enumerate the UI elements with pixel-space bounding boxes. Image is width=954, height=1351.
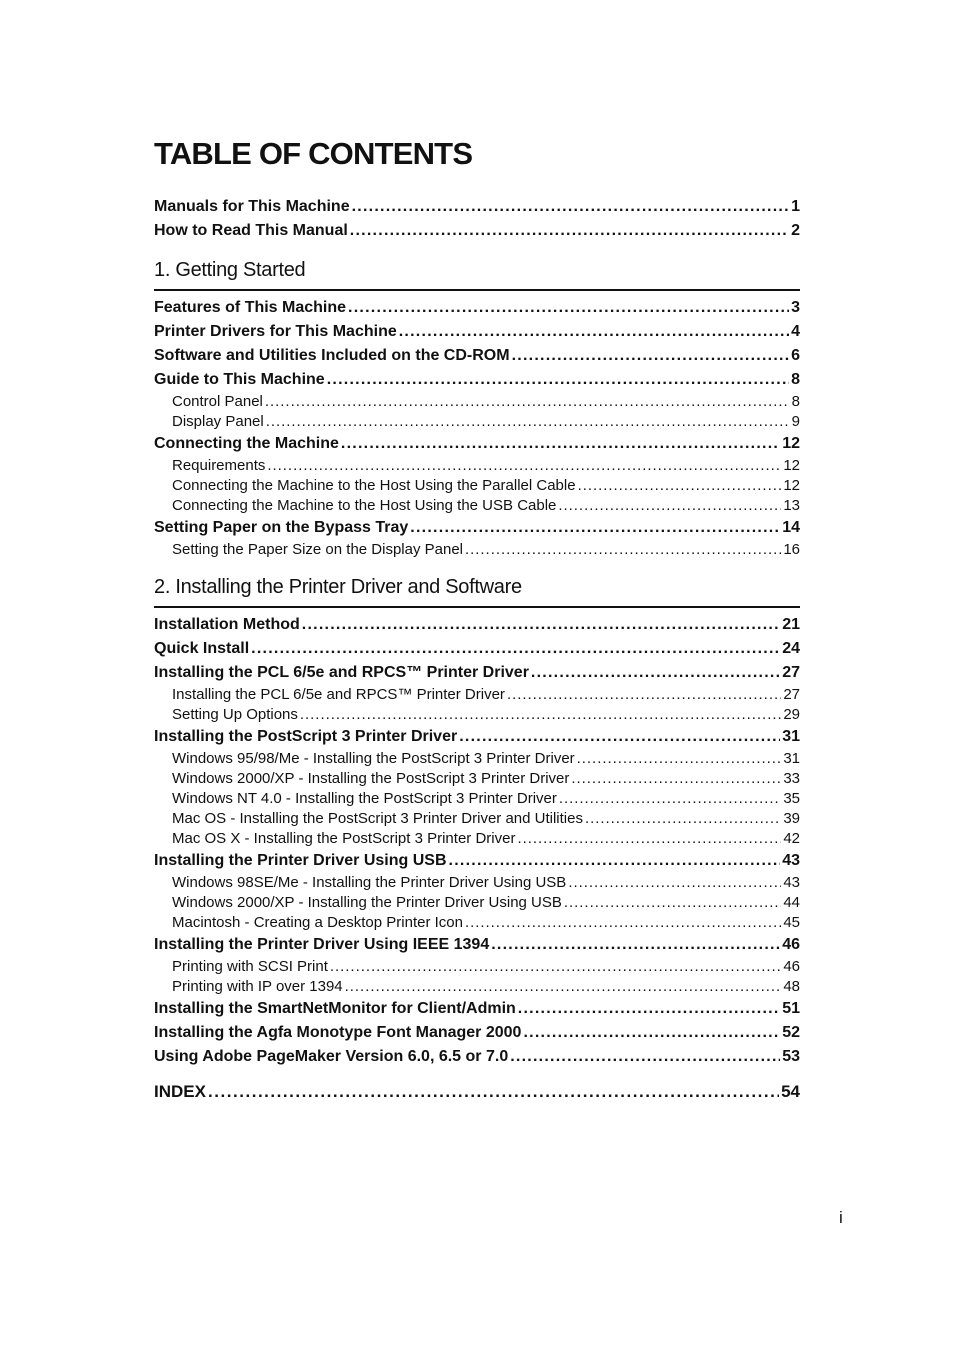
chapter-2-list bbox=[154, 613, 800, 1069]
toc-entry-text: Windows 2000/XP - Installing the PostScript 3 Printer Driver bbox=[172, 770, 570, 787]
toc-entry[interactable] bbox=[154, 637, 800, 661]
toc-entry-text: Requirements bbox=[172, 457, 266, 474]
toc-entry-text: Mac OS X - Installing the PostScript 3 Printer Driver bbox=[172, 830, 516, 847]
leader-dots bbox=[510, 1045, 780, 1069]
toc-entry-page: 54 bbox=[781, 1082, 800, 1101]
toc-entry-text: Connecting the Machine to the Host Using the Parallel Cable bbox=[172, 477, 576, 494]
toc-entry[interactable] bbox=[154, 296, 800, 320]
toc-entry-text: Connecting the Machine to the Host Using the USB Cable bbox=[172, 497, 557, 514]
toc-entry-page: 21 bbox=[782, 616, 800, 633]
leader-dots bbox=[348, 296, 789, 320]
toc-entry-page: 29 bbox=[783, 706, 800, 723]
leader-dots bbox=[352, 195, 790, 219]
toc-entry[interactable] bbox=[154, 516, 800, 540]
toc-entry-page: 12 bbox=[783, 477, 800, 494]
toc-entry-text: Printing with SCSI Print bbox=[172, 958, 328, 975]
toc-subentry[interactable] bbox=[154, 789, 800, 809]
leader-dots bbox=[517, 829, 781, 849]
toc-entry-text: Windows 2000/XP - Installing the Printer Driver Using USB bbox=[172, 894, 562, 911]
toc-entry-text: Setting Paper on the Bypass Tray bbox=[154, 519, 409, 536]
leader-dots bbox=[465, 540, 781, 560]
toc-entry-text: Using Adobe PageMaker Version 6.0, 6.5 or 7.0 bbox=[154, 1048, 509, 1065]
leader-dots bbox=[300, 705, 781, 725]
toc-entry-text: Printer Drivers for This Machine bbox=[154, 323, 397, 340]
toc-entry[interactable] bbox=[154, 613, 800, 637]
toc-entry-page: 27 bbox=[783, 686, 800, 703]
toc-entry-page: 52 bbox=[782, 1024, 800, 1041]
toc-subentry[interactable] bbox=[154, 977, 800, 997]
page-title: TABLE OF CONTENTS bbox=[154, 136, 473, 171]
leader-dots bbox=[512, 344, 790, 368]
front-matter-list bbox=[154, 195, 800, 243]
toc-entry-page: 48 bbox=[783, 978, 800, 995]
toc-subentry[interactable] bbox=[154, 829, 800, 849]
toc-entry-text: Windows 95/98/Me - Installing the PostScript 3 Printer Driver bbox=[172, 750, 575, 767]
toc-entry-text: Windows NT 4.0 - Installing the PostScript 3 Printer Driver bbox=[172, 790, 557, 807]
toc-entry-page: 31 bbox=[782, 728, 800, 745]
toc-entry[interactable] bbox=[154, 432, 800, 456]
toc-entry-page: 53 bbox=[782, 1048, 800, 1065]
toc-entry-text: Windows 98SE/Me - Installing the Printer Driver Using USB bbox=[172, 874, 567, 891]
leader-dots bbox=[585, 809, 781, 829]
leader-dots bbox=[459, 725, 780, 749]
toc-entry-page: 16 bbox=[783, 541, 800, 558]
toc-entry[interactable] bbox=[154, 849, 800, 873]
toc-entry-page: 46 bbox=[783, 958, 800, 975]
index-entry[interactable] bbox=[154, 1079, 800, 1105]
toc-entry[interactable] bbox=[154, 368, 800, 392]
toc-entry[interactable] bbox=[154, 997, 800, 1021]
toc-entry-text: Quick Install bbox=[154, 640, 250, 657]
toc-entry-text: Setting the Paper Size on the Display Panel bbox=[172, 541, 464, 558]
leader-dots bbox=[578, 476, 782, 496]
leader-dots bbox=[350, 219, 789, 243]
toc-entry-text: Manuals for This Machine bbox=[154, 198, 350, 215]
toc-subentry[interactable] bbox=[154, 540, 800, 560]
leader-dots bbox=[564, 893, 781, 913]
leader-dots bbox=[341, 432, 780, 456]
chapter-1-heading bbox=[154, 257, 800, 291]
toc-subentry[interactable] bbox=[154, 809, 800, 829]
toc-entry-text: Connecting the Machine bbox=[154, 435, 339, 452]
leader-dots bbox=[265, 392, 790, 412]
toc-entry-text: Printing with IP over 1394 bbox=[172, 978, 343, 995]
chapter-1-title: 1. Getting Started bbox=[154, 259, 306, 281]
leader-dots bbox=[327, 368, 789, 392]
toc-entry-page: 27 bbox=[782, 664, 800, 681]
toc-entry-page: 13 bbox=[783, 497, 800, 514]
toc-entry[interactable] bbox=[154, 1021, 800, 1045]
leader-dots bbox=[410, 516, 780, 540]
toc-entry[interactable] bbox=[154, 725, 800, 749]
leader-dots bbox=[568, 873, 781, 893]
leader-dots bbox=[558, 496, 781, 516]
toc-entry[interactable] bbox=[154, 344, 800, 368]
toc-entry[interactable] bbox=[154, 933, 800, 957]
toc-entry-text: Software and Utilities Included on the CD-ROM bbox=[154, 347, 510, 364]
toc-entry-page: 43 bbox=[782, 852, 800, 869]
leader-dots bbox=[330, 957, 781, 977]
toc-entry-page: 42 bbox=[783, 830, 800, 847]
toc-subentry[interactable] bbox=[154, 893, 800, 913]
toc-entry-page: 1 bbox=[791, 198, 800, 215]
toc-entry-text: Display Panel bbox=[172, 413, 264, 430]
toc-entry[interactable] bbox=[154, 1045, 800, 1069]
toc-entry-text: Installing the Printer Driver Using IEEE 1394 bbox=[154, 936, 490, 953]
leader-dots bbox=[208, 1079, 779, 1105]
leader-dots bbox=[577, 749, 782, 769]
toc-entry-text: Installation Method bbox=[154, 616, 300, 633]
chapter-2-title: 2. Installing the Printer Driver and Software bbox=[154, 576, 522, 598]
toc-entry-page: 33 bbox=[783, 770, 800, 787]
leader-dots bbox=[571, 769, 781, 789]
chapter-1-list bbox=[154, 296, 800, 560]
toc-entry-page: 12 bbox=[783, 457, 800, 474]
toc-entry-text: How to Read This Manual bbox=[154, 222, 348, 239]
toc-subentry[interactable] bbox=[154, 873, 800, 893]
leader-dots bbox=[531, 661, 780, 685]
toc-entry-page: 24 bbox=[782, 640, 800, 657]
toc-entry-text: Guide to This Machine bbox=[154, 371, 325, 388]
leader-dots bbox=[491, 933, 780, 957]
toc-subentry[interactable] bbox=[154, 476, 800, 496]
leader-dots bbox=[507, 685, 781, 705]
toc-entry-text: Installing the PostScript 3 Printer Driver bbox=[154, 728, 458, 745]
toc-entry-page: 12 bbox=[782, 435, 800, 452]
toc-entry[interactable] bbox=[154, 661, 800, 685]
toc-entry-page: 4 bbox=[791, 323, 800, 340]
leader-dots bbox=[399, 320, 789, 344]
toc-subentry[interactable] bbox=[154, 392, 800, 412]
toc-entry-page: 14 bbox=[782, 519, 800, 536]
toc-entry-text: Installing the SmartNetMonitor for Client/Admin bbox=[154, 1000, 516, 1017]
toc-entry-page: 3 bbox=[791, 299, 800, 316]
toc-entry-text: Installing the PCL 6/5e and RPCS™ Printer Driver bbox=[154, 664, 529, 681]
toc-entry-text: Control Panel bbox=[172, 393, 263, 410]
leader-dots bbox=[251, 637, 780, 661]
leader-dots bbox=[302, 613, 780, 637]
toc-entry-text: Setting Up Options bbox=[172, 706, 298, 723]
leader-dots bbox=[559, 789, 781, 809]
toc-entry-page: 9 bbox=[791, 413, 800, 430]
leader-dots bbox=[345, 977, 782, 997]
toc-entry-text: Installing the PCL 6/5e and RPCS™ Printer Driver bbox=[172, 686, 505, 703]
leader-dots bbox=[267, 456, 781, 476]
leader-dots bbox=[465, 913, 781, 933]
toc-entry-text: Mac OS - Installing the PostScript 3 Printer Driver and Utilities bbox=[172, 810, 583, 827]
toc-subentry[interactable] bbox=[154, 769, 800, 789]
toc-entry-page: 44 bbox=[783, 894, 800, 911]
toc-entry[interactable] bbox=[154, 195, 800, 219]
toc-subentry[interactable] bbox=[154, 496, 800, 516]
toc-entry-text: Macintosh - Creating a Desktop Printer Icon bbox=[172, 914, 463, 931]
toc-entry-page: 31 bbox=[783, 750, 800, 767]
toc-entry-page: 51 bbox=[782, 1000, 800, 1017]
toc-page bbox=[154, 134, 800, 1105]
toc-entry-page: 45 bbox=[783, 914, 800, 931]
toc-entry-page: 43 bbox=[783, 874, 800, 891]
leader-dots bbox=[523, 1021, 780, 1045]
toc-subentry[interactable] bbox=[154, 749, 800, 769]
toc-subentry[interactable] bbox=[154, 913, 800, 933]
page-number: i bbox=[839, 1208, 843, 1227]
leader-dots bbox=[518, 997, 780, 1021]
toc-entry-page: 46 bbox=[782, 936, 800, 953]
toc-entry-page: 8 bbox=[791, 371, 800, 388]
toc-entry-page: 35 bbox=[783, 790, 800, 807]
leader-dots bbox=[266, 412, 790, 432]
toc-subentry[interactable] bbox=[154, 685, 800, 705]
toc-entry-page: 2 bbox=[791, 222, 800, 239]
toc-entry-text: INDEX bbox=[154, 1082, 206, 1101]
toc-subentry[interactable] bbox=[154, 456, 800, 476]
toc-entry[interactable] bbox=[154, 219, 800, 243]
toc-entry-text: Installing the Printer Driver Using USB bbox=[154, 852, 447, 869]
toc-subentry[interactable] bbox=[154, 412, 800, 432]
toc-entry-page: 6 bbox=[791, 347, 800, 364]
chapter-2-heading bbox=[154, 574, 800, 608]
leader-dots bbox=[449, 849, 781, 873]
toc-subentry[interactable] bbox=[154, 957, 800, 977]
toc-subentry[interactable] bbox=[154, 705, 800, 725]
toc-entry-text: Installing the Agfa Monotype Font Manager 2000 bbox=[154, 1024, 522, 1041]
toc-entry-page: 8 bbox=[791, 393, 800, 410]
toc-entry[interactable] bbox=[154, 320, 800, 344]
toc-entry-text: Features of This Machine bbox=[154, 299, 347, 316]
toc-entry-page: 39 bbox=[783, 810, 800, 827]
